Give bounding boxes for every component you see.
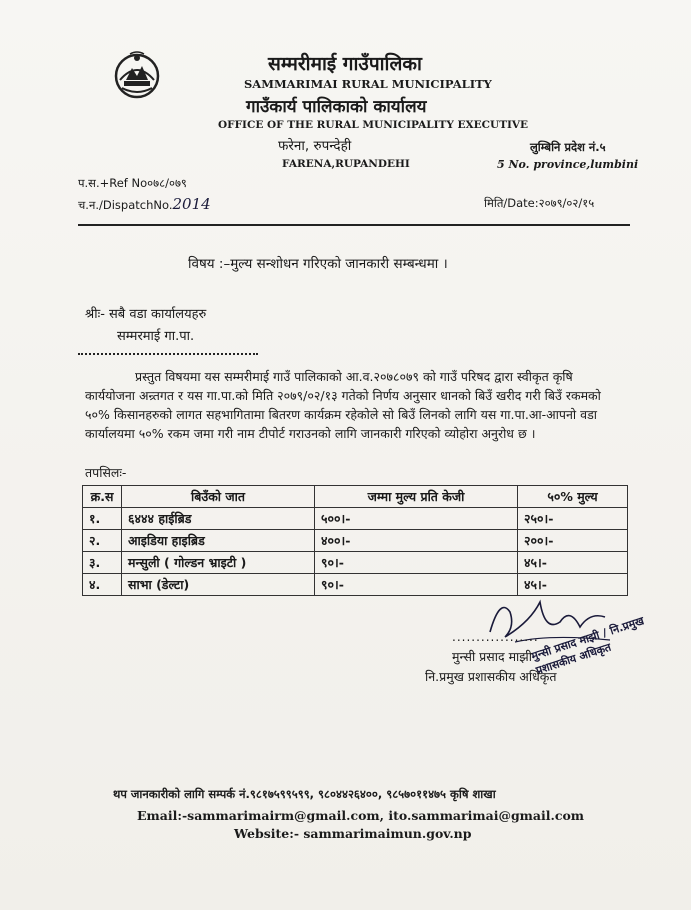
table-row bbox=[83, 552, 628, 574]
cell-total-price: ५००।- bbox=[315, 508, 518, 530]
province-nepali: लुम्बिनि प्रदेश नं.५ bbox=[530, 140, 606, 154]
cell-half-price: २००।- bbox=[518, 530, 628, 552]
table-row bbox=[83, 508, 628, 530]
footer-contact: थप जानकारीको लागि सम्पर्क नं.९८१७५९९५९९, ९८०४४२६४००, ९८५७०११४७५ कृषि शाखा bbox=[113, 787, 496, 801]
recipient-line2: सम्मरमाई गा.पा. bbox=[117, 329, 195, 344]
seed-price-table bbox=[82, 485, 628, 596]
cell-variety: साभा (डेल्टा) bbox=[122, 574, 315, 596]
header-half-price: ५०% मुल्य bbox=[518, 486, 628, 508]
municipality-english: SAMMARIMAI RURAL MUNICIPALITY bbox=[244, 77, 492, 91]
footer-website: Website:- sammarimaimun.gov.np bbox=[234, 826, 472, 841]
letter-date: मिति/Date:२०७९/०२/१५ bbox=[484, 196, 595, 210]
ref-number: प.स.+Ref No०७८/०७९ bbox=[78, 176, 187, 190]
cell-total-price: ४००।- bbox=[315, 530, 518, 552]
cell-sn: १. bbox=[83, 508, 122, 530]
recipient-divider bbox=[78, 353, 258, 355]
details-label: तपसिलः- bbox=[85, 465, 127, 480]
dispatch-number bbox=[78, 195, 211, 213]
table-header-row bbox=[83, 486, 628, 508]
cell-variety: ६४४४ हाईब्रिड bbox=[122, 508, 315, 530]
cell-total-price: ९०।- bbox=[315, 574, 518, 596]
header-divider bbox=[78, 224, 630, 226]
header-sn: क्र.स bbox=[83, 486, 122, 508]
header-total-price: जम्मा मुल्य प्रति केजी bbox=[315, 486, 518, 508]
dispatch-label: च.न./DispatchNo. bbox=[78, 198, 173, 212]
signature-dots: .................. bbox=[452, 630, 539, 644]
municipality-nepali: सम्मरीमाई गाउँपालिका bbox=[268, 53, 422, 75]
cell-sn: ४. bbox=[83, 574, 122, 596]
recipient-line1: श्रीः- सबै वडा कार्यालयहरु bbox=[85, 307, 207, 322]
letter-body: प्रस्तुत विषयमा यस सम्मरीमाई गाउँ पालिकाको आ.व.२०७८०७९ को गाउँ परिषद द्वारा स्वीकृत कृषि कार्ययोजना अन्र्तगत र यस गा.पा.को मिति २०७९/०२/१३ गतेको निर्णय अनुसार धानको बिउँ खरीद गरी बिउँ रकमको ५०% किसानहरुको लागत सहभागितामा बितरण कार्यक्रम रहेकोले सो बिउँ लिनको लागि यस गा.पा.आ-आपनो वडा कार्यालयमा ५०% रकम जमा गरी नाम टीपोर्ट गराउनको लागि जानकारी गरिएको व्योहोरा अनुरोध छ । bbox=[85, 369, 601, 441]
office-english: OFFICE OF THE RURAL MUNICIPALITY EXECUTIVE bbox=[218, 119, 529, 131]
official-stamp: मुन्सी प्रसाद माझी / नि.प्रमुख प्रशासकीय अधिकृत bbox=[529, 614, 646, 678]
office-nepali: गाउँकार्य पालिकाको कार्यालय bbox=[246, 97, 427, 117]
cell-half-price: ४५।- bbox=[518, 574, 628, 596]
cell-half-price: २५०।- bbox=[518, 508, 628, 530]
cell-variety: आइडिया हाइब्रिड bbox=[122, 530, 315, 552]
location-english: FARENA,RUPANDEHI bbox=[282, 158, 410, 170]
footer-email: Email:-sammarimairm@gmail.com, ito.sammarimai@gmail.com bbox=[137, 808, 585, 823]
signatory-name: मुन्सी प्रसाद माझी bbox=[452, 649, 532, 664]
nepal-emblem-icon bbox=[112, 50, 162, 100]
subject-line: विषय :–मुल्य सन्शोधन गरिएको जानकारी सम्बन्धमा । bbox=[188, 256, 448, 272]
province-english: 5 No. province,lumbini bbox=[497, 158, 639, 171]
cell-total-price: ९०।- bbox=[315, 552, 518, 574]
signatory-title: नि.प्रमुख प्रशासकीय अधिकृत bbox=[425, 669, 557, 684]
cell-sn: २. bbox=[83, 530, 122, 552]
cell-half-price: ४५।- bbox=[518, 552, 628, 574]
header-variety: बिउँको जात bbox=[122, 486, 315, 508]
dispatch-handwritten: 2014 bbox=[172, 195, 211, 213]
table-row bbox=[83, 530, 628, 552]
cell-variety: मन्सुली ( गोल्डन भ्राइटी ) bbox=[122, 552, 315, 574]
location-nepali: फरेना, रुपन्देही bbox=[278, 138, 352, 154]
cell-sn: ३. bbox=[83, 552, 122, 574]
